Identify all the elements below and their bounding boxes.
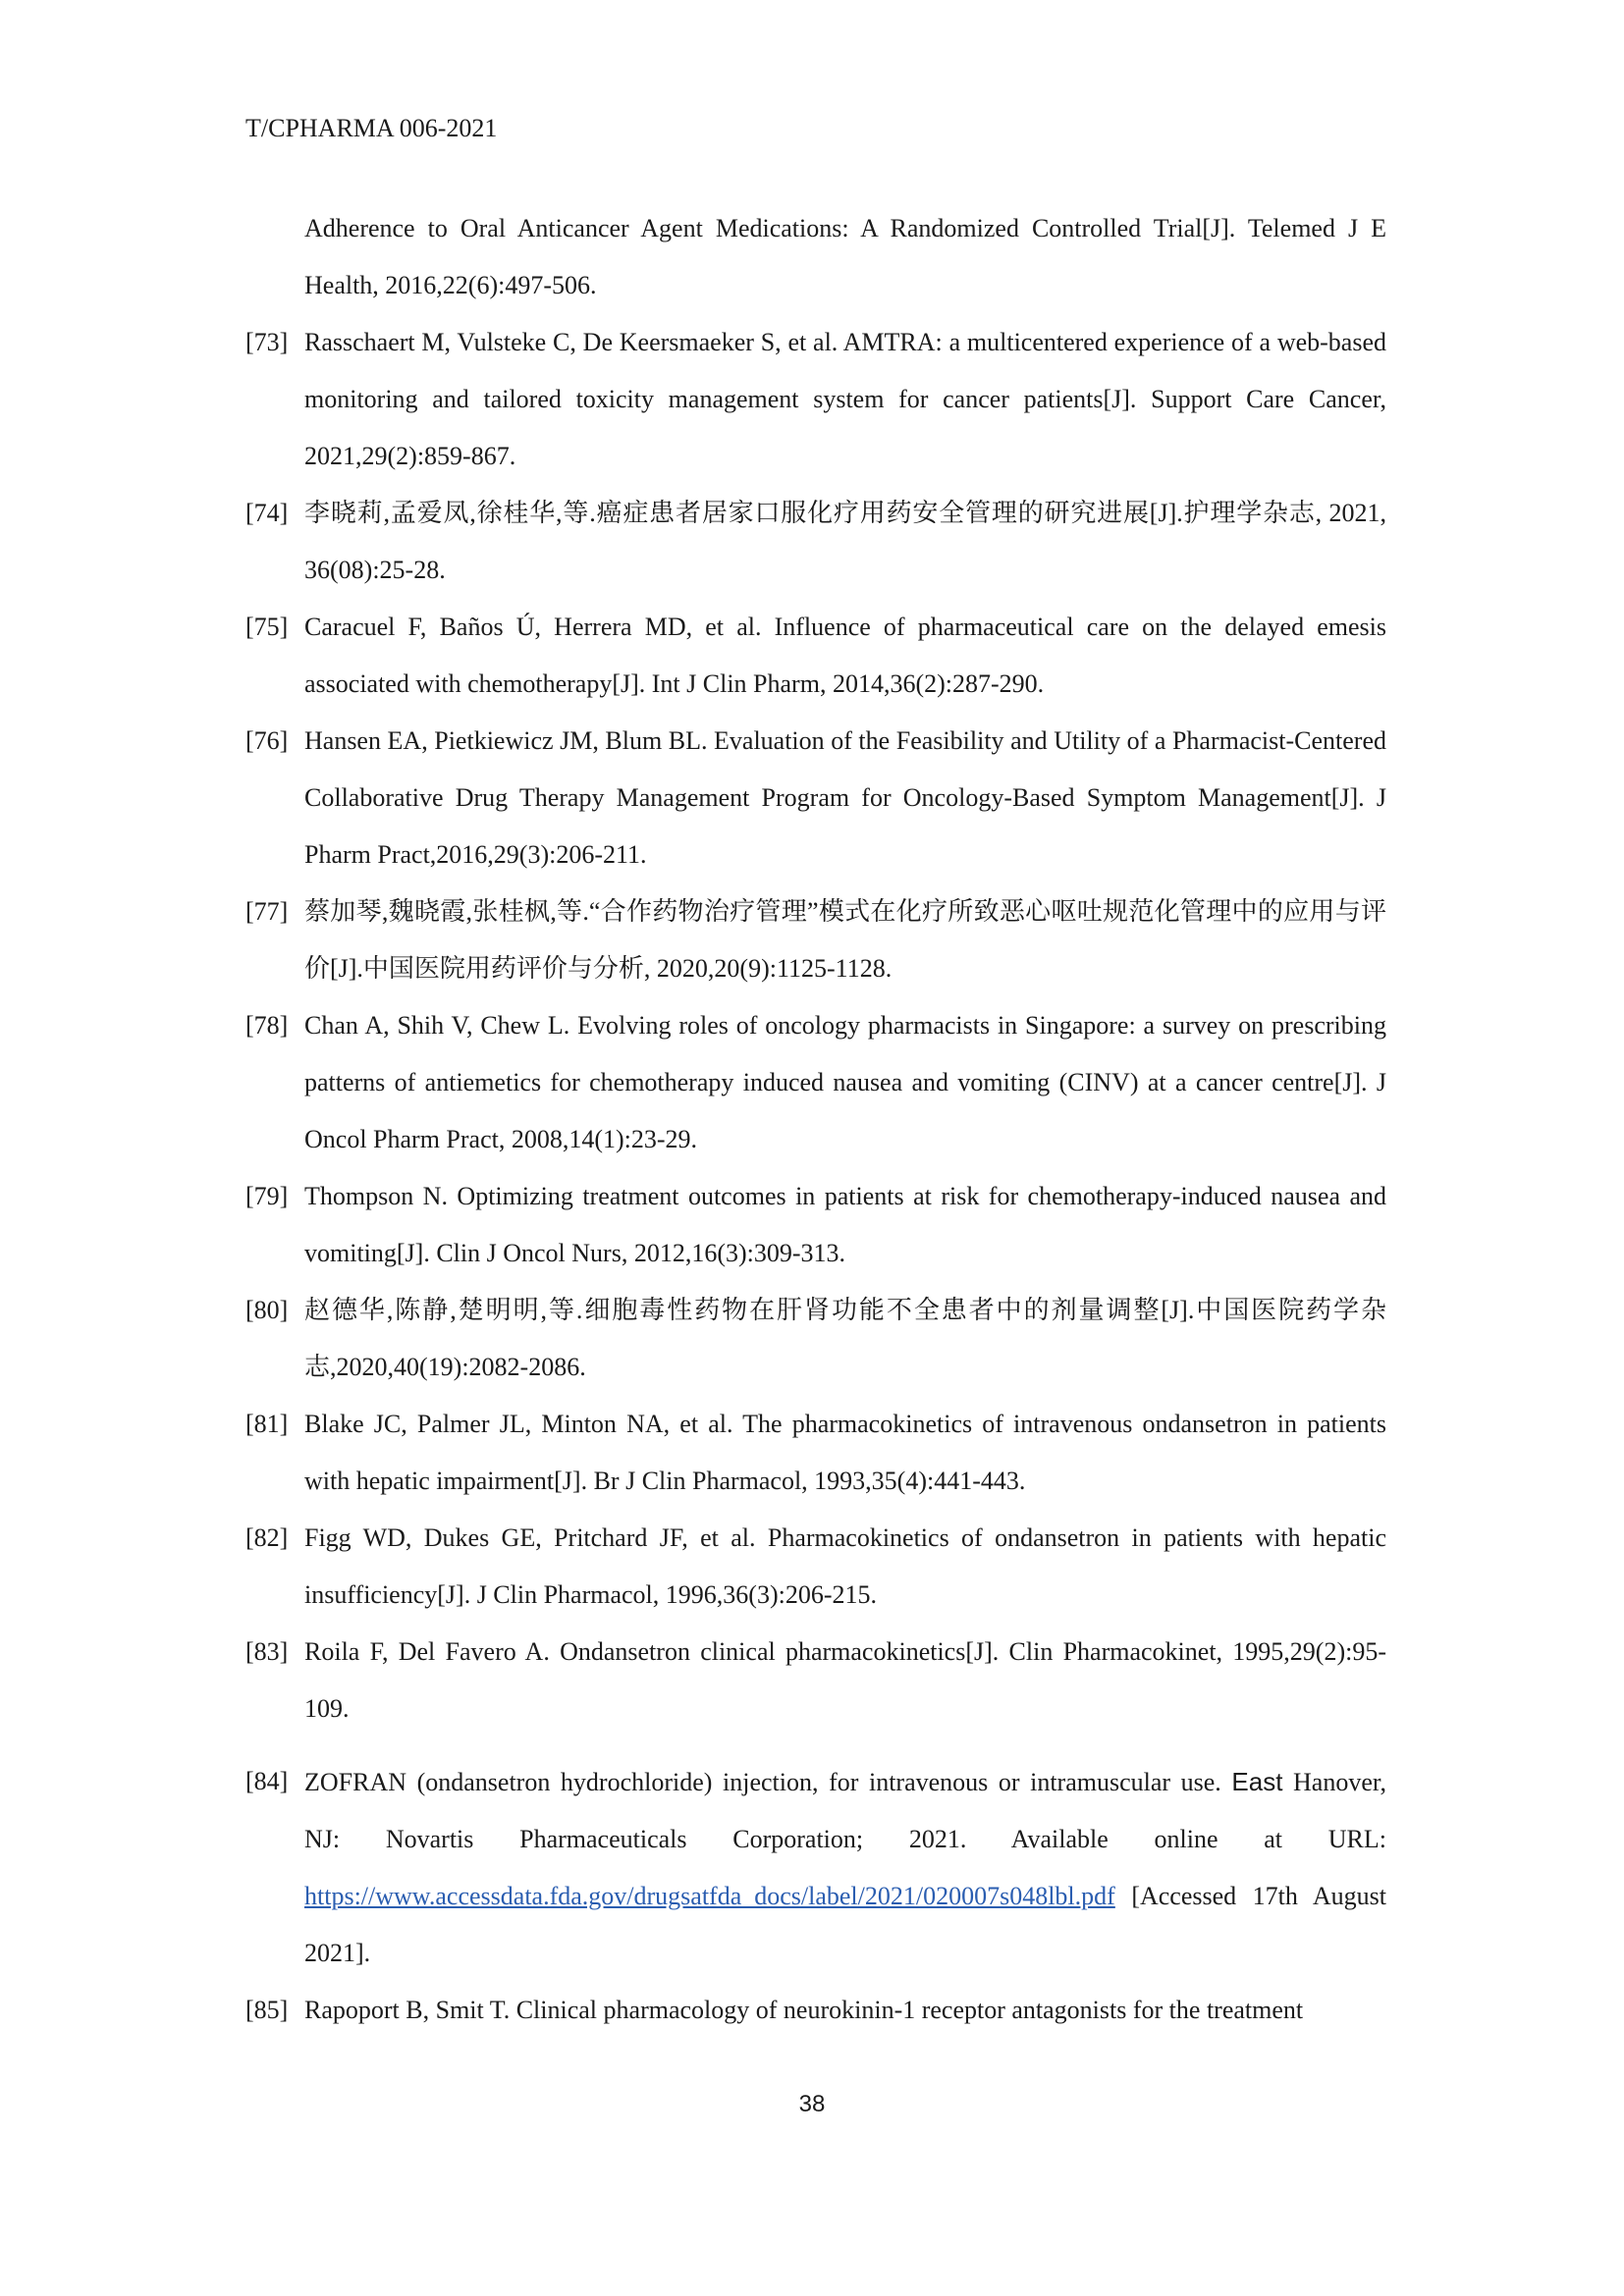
reference-item — [245, 997, 1386, 1168]
reference-text: Rapoport B, Smit T. Clinical pharmacology of neurokinin-1 receptor antagonists for the treatment — [304, 1996, 1304, 2024]
reference-item — [245, 1510, 1386, 1624]
reference-item — [245, 200, 1386, 314]
reference-url-link[interactable]: https://www.accessdata.fda.gov/drugsatfda_docs/label/2021/020007s048lbl.pdf — [304, 1882, 1115, 1910]
reference-text: Roila F, Del Favero A. Ondansetron clinical pharmacokinetics[J]. Clin Pharmacokinet, 1995,29(2):95-109. — [304, 1637, 1386, 1723]
reference-number: [76] — [245, 726, 289, 755]
reference-text-part: [Accessed 17th August 2021]. — [304, 1882, 1386, 1967]
reference-text: 李晓莉,孟爱凤,徐桂华,等.癌症患者居家口服化疗用药安全管理的研究进展[J].护理学杂志, 2021, 36(08):25-28. — [304, 499, 1386, 584]
reference-number: [74] — [245, 499, 289, 527]
reference-number: [81] — [245, 1410, 289, 1438]
reference-number: [83] — [245, 1637, 289, 1666]
reference-text: Figg WD, Dukes GE, Pritchard JF, et al. Pharmacokinetics of ondansetron in patients with hepatic insufficiency[J]. J Clin Pharmacol, 1996,36(3):206-215. — [304, 1523, 1386, 1609]
reference-item — [245, 883, 1386, 997]
reference-text: 蔡加琴,魏晓霞,张桂枫,等.“合作药物治疗管理”模式在化疗所致恶心呕吐规范化管理中的应用与评价[J].中国医院用药评价与分析, 2020,20(9):1125-1128. — [304, 897, 1386, 983]
reference-item — [245, 713, 1386, 883]
reference-item — [245, 1982, 1386, 2039]
reference-text: Caracuel F, Baños Ú, Herrera MD, et al. Influence of pharmaceutical care on the delayed emesis associated with chemotherapy[J]. Int J Clin Pharm, 2014,36(2):287-290. — [304, 613, 1386, 698]
reference-text: Rasschaert M, Vulsteke C, De Keersmaeker S, et al. AMTRA: a multicentered experience of a web-based monitoring and tailored toxicity management system for cancer patients[J]. Support Care Cancer, 2021,29(2):859-867. — [304, 328, 1386, 470]
reference-text: Blake JC, Palmer JL, Minton NA, et al. The pharmacokinetics of intravenous ondansetron in patients with hepatic impairment[J]. Br J Clin Pharmacol, 1993,35(4):441-443. — [304, 1410, 1386, 1495]
reference-item — [245, 314, 1386, 485]
reference-number: [85] — [245, 1996, 289, 2024]
reference-text: Thompson N. Optimizing treatment outcomes in patients at risk for chemotherapy-induced nausea and vomiting[J]. Clin J Oncol Nurs, 2012,16(3):309-313. — [304, 1182, 1386, 1267]
reference-item — [245, 1624, 1386, 1737]
reference-item — [245, 485, 1386, 599]
reference-text-part: ZOFRAN (ondansetron hydrochloride) injection, for intravenous or intramuscular use. — [304, 1768, 1221, 1796]
reference-item — [245, 1168, 1386, 1282]
page-number: 38 — [798, 2091, 826, 2117]
reference-text: Hansen EA, Pietkiewicz JM, Blum BL. Evaluation of the Feasibility and Utility of a Pharmacist-Centered Collaborative Drug Therapy Management Program for Oncology-Based Symptom Management[J]. J Pharm Pract,2016,29(3):206-211. — [304, 726, 1386, 869]
reference-number: [78] — [245, 1011, 289, 1040]
reference-text: Adherence to Oral Anticancer Agent Medications: A Randomized Controlled Trial[J]. Telemed J E Health, 2016,22(6):497-506. — [304, 214, 1386, 299]
reference-text: 赵德华,陈静,楚明明,等.细胞毒性药物在肝肾功能不全患者中的剂量调整[J].中国医院药学杂志,2020,40(19):2082-2086. — [304, 1296, 1386, 1381]
reference-number: [75] — [245, 613, 289, 641]
reference-number: [82] — [245, 1523, 289, 1552]
reference-number: [73] — [245, 328, 289, 356]
reference-item — [245, 1753, 1386, 1982]
reference-item — [245, 1282, 1386, 1396]
reference-text: Chan A, Shih V, Chew L. Evolving roles of oncology pharmacists in Singapore: a survey on prescribing patterns of antiemetics for chemotherapy induced nausea and vomiting (CINV) at a cancer centre[J]. J Oncol Pharm Pract, 2008,14(1):23-29. — [304, 1011, 1386, 1153]
document-id-header: T/CPHARMA 006-2021 — [245, 114, 498, 142]
reference-number: [84] — [245, 1767, 289, 1795]
reference-text-part: Hanover, NJ: Novartis Pharmaceuticals Corporation; 2021. Available online at URL: — [304, 1768, 1387, 1853]
reference-list — [245, 200, 1386, 2039]
reference-text-part: East — [1231, 1767, 1283, 1796]
reference-item — [245, 599, 1386, 713]
reference-number: [79] — [245, 1182, 289, 1210]
reference-item — [245, 1396, 1386, 1510]
reference-text — [304, 1753, 1386, 1982]
reference-number: [80] — [245, 1296, 289, 1324]
reference-number: [77] — [245, 897, 289, 926]
